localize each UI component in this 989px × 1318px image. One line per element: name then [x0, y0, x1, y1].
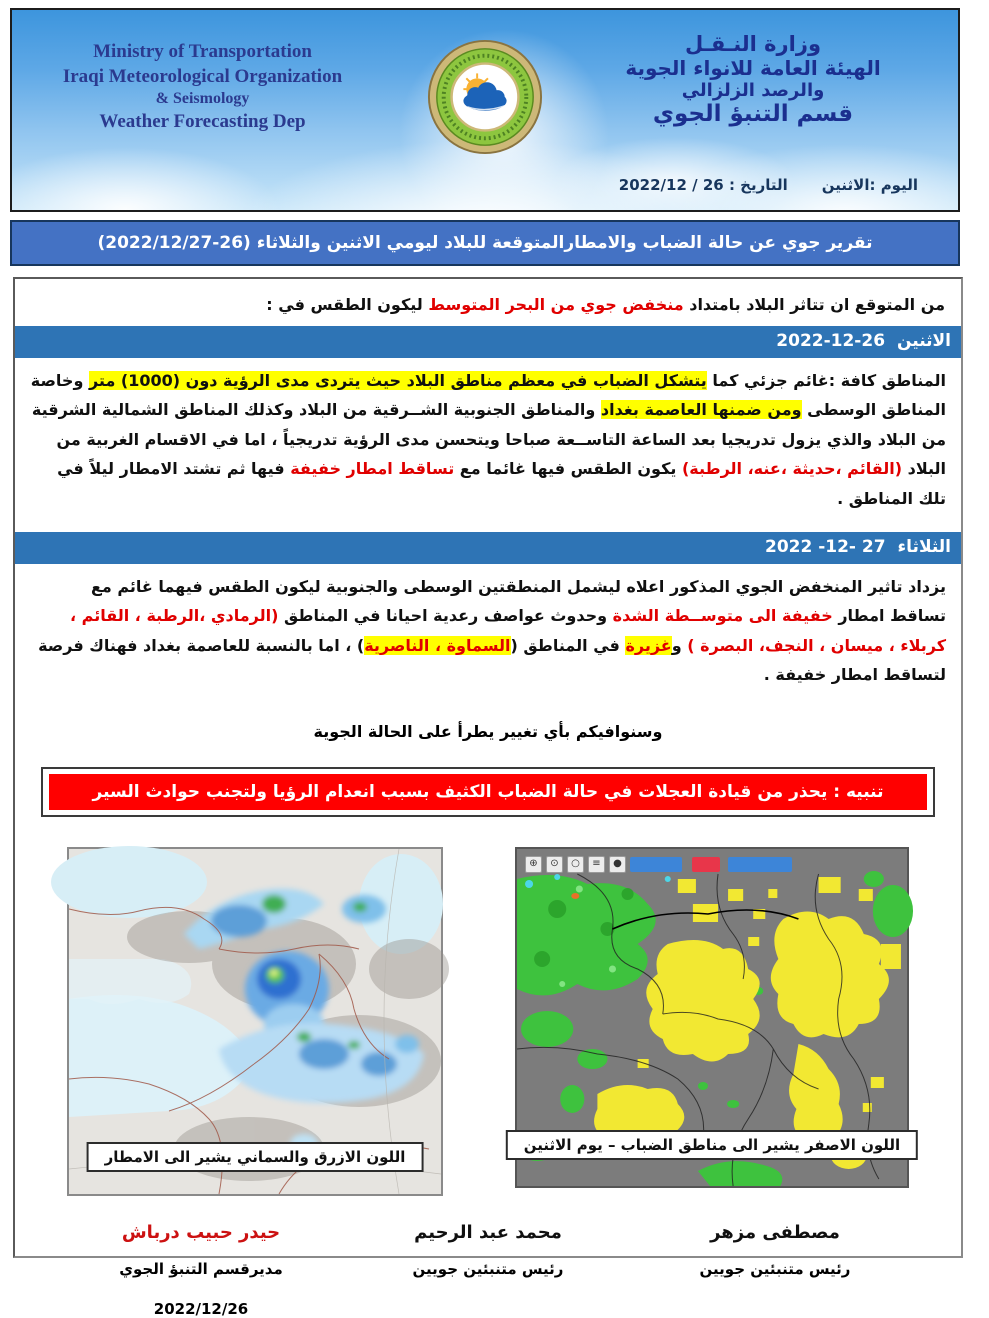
organization-name-ar: الهيئة العامة للانواء الجوية	[625, 56, 881, 80]
fog-areas-map	[515, 847, 909, 1188]
tuesday-forecast-paragraph: يزداد تاثير المنخفض الجوي المذكور اعلاه ليشمل المنطقتين الوسطى والجنوبية ليكون الطقس فيهما غائم مع تساقط امطار خفيفة الى متوســطة الشدة وحدوث عواصف رعدية احيانا في المناطق (الرمادي ،الرطبة ، القائم ، كربلاء ، ميسان ، النجف، البصرة ) وغزيرة في المناطق (السماوة ، الناصرية) ، اما بالنسبة للعاصمة بغداد فهناك فرصة لتساقط امطار خفيفة .	[38, 576, 946, 685]
organization-logo	[426, 38, 544, 156]
signatory-title: مديرقسم التنبؤ الجوي	[119, 1259, 283, 1278]
signature-left	[81, 1222, 321, 1318]
letterhead-english	[30, 40, 375, 135]
report-body	[13, 277, 963, 1318]
signatory-name: حيدر حبيب درباش	[121, 1221, 281, 1243]
maps-row	[15, 847, 961, 1196]
circle-marker-icon[interactable]: ●	[609, 856, 626, 873]
signatures-row	[15, 1222, 961, 1318]
department-name-ar: قسم التنبؤ الجوي	[652, 101, 854, 127]
organization-name-en: Iraqi Meteorological Organization	[62, 65, 343, 87]
zoom-icon[interactable]: ○	[567, 856, 584, 873]
layers-icon[interactable]: ≡	[588, 856, 605, 873]
monday-date: 2022-12-26	[776, 330, 886, 351]
signatory-name: محمد عبد الرحيم	[414, 1221, 562, 1243]
fog-map-toolbar	[525, 856, 792, 873]
map-layer-chip-red[interactable]	[692, 857, 720, 872]
driving-warning-frame	[41, 767, 935, 817]
location-pin-icon[interactable]: ⊙	[546, 856, 563, 873]
rain-forecast-map	[67, 847, 443, 1196]
signature-right	[655, 1222, 895, 1318]
day-label: اليوم :الاثنين	[821, 176, 918, 194]
signature-date: 2022/12/26	[153, 1299, 249, 1318]
crosshair-icon[interactable]: ⊕	[525, 856, 542, 873]
rain-map-caption: اللون الازرق والسماني يشير الى الامطار	[87, 1142, 424, 1172]
organization-seal-graphic	[426, 38, 544, 156]
tuesday-day-name: الثلاثاء	[897, 536, 951, 557]
monday-forecast-paragraph: المناطق كافة :غائم جزئي كما يتشكل الضباب في معظم مناطق البلاد حيث يتردى مدى الرؤية دون (1000) متر وخاصة المناطق الوسطى ومن ضمنها العاصمة بغداد والمناطق الجنوبية الشــرقية من البلاد وكذلك المناطق الشمالية الشرقية من البلاد والذي يزول تدريجيا بعد الساعة التاســعة صباحا ويتحسن مدى الرؤية تدريجياً ، اما في الاقسام الغربية من البلاد (القائم ،حديثة ،عنه، الرطبة) يكون الطقس فيها غائما مع تساقط امطار خفيفة فيها ثم تشتد الامطار ليلاً في تلك المناطق .	[30, 370, 946, 508]
map-layer-chip-blue-2[interactable]	[728, 857, 792, 872]
report-title-bar: تقرير جوي عن حالة الضباب والامطارالمتوقعة للبلاد ليومي الاثنين والثلاثاء (26-2022/12/27)	[10, 220, 960, 266]
signatory-title: رئيس متنبئين جويين	[412, 1259, 564, 1278]
seismology-line-ar: والرصد الزلزالي	[681, 80, 825, 101]
report-date-line	[548, 176, 918, 194]
ministry-name-ar: وزارة النـقـل	[684, 32, 821, 56]
map-layer-chip-blue[interactable]	[630, 857, 682, 872]
fog-map-caption: اللون الاصفر يشير الى مناطق الضباب – يوم الاثنين	[506, 1130, 918, 1160]
department-name-en: Weather Forecasting Dep	[99, 111, 306, 133]
monday-day-name: الاثنين	[896, 330, 951, 351]
seismology-line-en: & Seismology	[155, 90, 250, 108]
signatory-name: مصطفى مزهر	[710, 1221, 840, 1243]
driving-warning-text: تنبيه : يحذر من قيادة العجلات في حالة الضباب الكثيف بسبب انعدام الرؤيا ولتجنب حوادث السير	[49, 774, 927, 810]
date-label: التاريخ : 26 / 2022/12	[618, 176, 788, 194]
tuesday-section-header	[15, 532, 961, 564]
monday-section-header	[15, 326, 961, 358]
update-note: وسنوافيكم بأي تغيير يطرأ على الحالة الجوية	[313, 721, 663, 741]
letterhead-arabic	[588, 32, 918, 127]
signatory-title: رئيس متنبئين جويين	[699, 1259, 851, 1278]
letterhead	[10, 8, 960, 212]
signature-center	[368, 1222, 608, 1318]
ministry-name-en: Ministry of Transportation	[93, 41, 312, 62]
tuesday-date: 2022 -12- 27	[764, 536, 886, 557]
forecast-intro-line: من المتوقع ان تتاثر البلاد بامتداد منخفض جوي من البحر المتوسط ليكون الطقس في :	[266, 295, 945, 314]
